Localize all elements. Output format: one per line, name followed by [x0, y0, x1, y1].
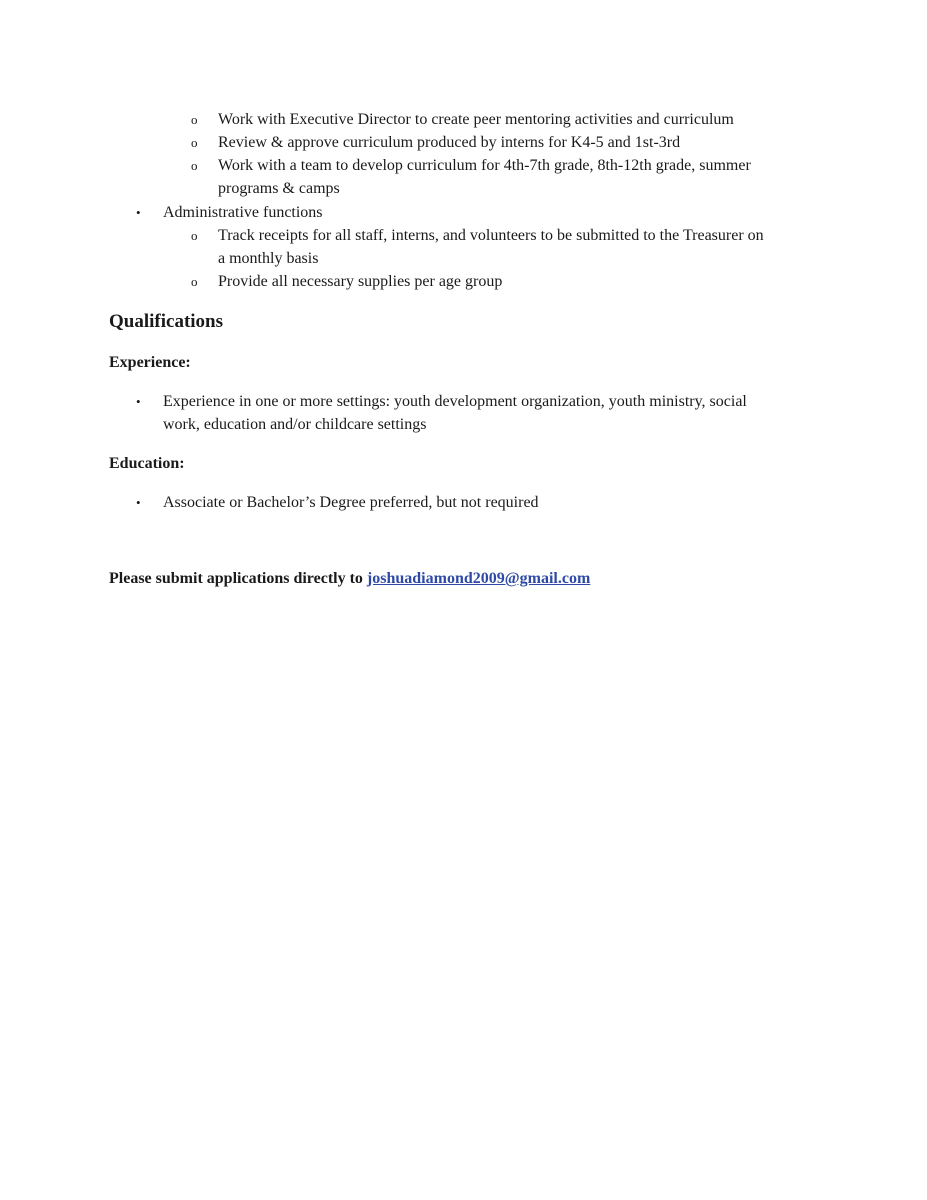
curriculum-subitem-3: Work with a team to develop curriculum for 4th-7th grade, 8th-12th grade, summer	[218, 157, 751, 174]
submit-text: Please submit applications directly to	[109, 570, 363, 587]
experience-label: Experience:	[109, 354, 191, 371]
sub-bullet-marker: o	[191, 228, 198, 243]
bullet-marker: •	[136, 495, 141, 510]
admin-subitem-2: Provide all necessary supplies per age group	[218, 273, 503, 290]
experience-item-cont: work, education and/or childcare settings	[163, 416, 427, 433]
sub-bullet-marker: o	[191, 158, 198, 173]
curriculum-subitem-1: Work with Executive Director to create peer mentoring activities and curriculum	[218, 111, 734, 128]
qualifications-heading: Qualifications	[109, 311, 224, 332]
sub-bullet-marker: o	[191, 112, 198, 127]
education-item: Associate or Bachelor’s Degree preferred, but not required	[163, 494, 539, 511]
curriculum-subitem-3-cont: programs & camps	[218, 180, 340, 197]
email-link[interactable]: joshuadiamond2009@gmail.com	[366, 570, 591, 587]
sub-bullet-marker: o	[191, 274, 198, 289]
sub-bullet-marker: o	[191, 135, 198, 150]
submit-instructions	[109, 567, 590, 590]
admin-item: Administrative functions	[163, 204, 323, 221]
bullet-marker: •	[136, 394, 141, 409]
experience-item: Experience in one or more settings: youth development organization, youth ministry, social	[163, 393, 747, 410]
admin-subitem-1: Track receipts for all staff, interns, and volunteers to be submitted to the Treasurer on	[218, 227, 764, 244]
admin-subitem-1-cont: a monthly basis	[218, 250, 319, 267]
education-label: Education:	[109, 455, 185, 472]
bullet-marker: •	[136, 205, 141, 220]
curriculum-subitem-2: Review & approve curriculum produced by interns for K4-5 and 1st-3rd	[218, 134, 681, 151]
